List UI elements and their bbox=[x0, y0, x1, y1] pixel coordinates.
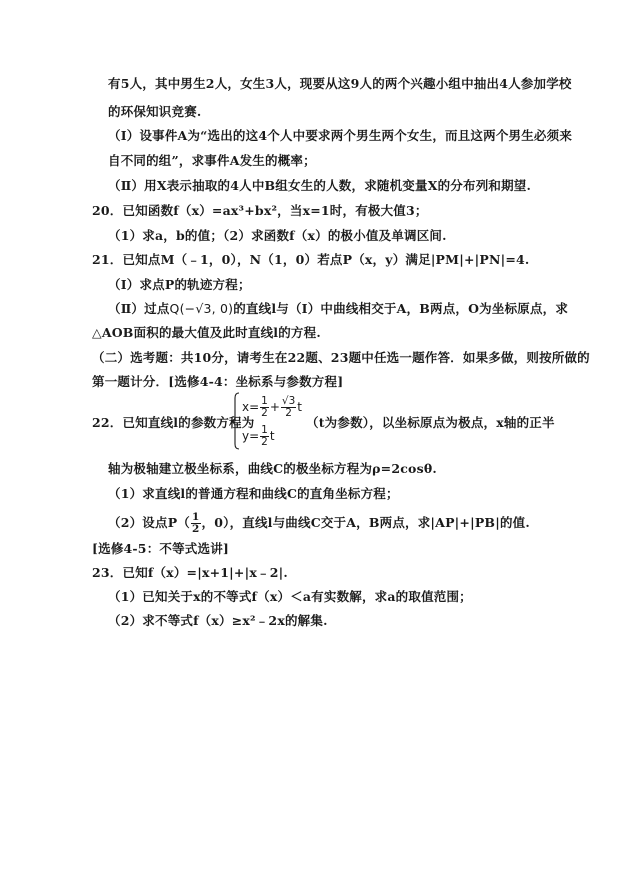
text-span: y= bbox=[242, 429, 260, 443]
text-line: （2）求不等式f（x）≥x²﹣2x的解集. bbox=[108, 613, 328, 628]
text-line: （1）求直线l的普通方程和曲线C的直角坐标方程； bbox=[108, 486, 399, 501]
text-span: ，0），直线l与曲线C交于A，B两点，求|AP|+|PB|的值. bbox=[201, 515, 530, 530]
text-span: （Ⅱ）过点 bbox=[108, 301, 170, 316]
fraction bbox=[281, 396, 296, 419]
text-line: （1）已知关于x的不等式f（x）＜a有实数解，求a的取值范围； bbox=[108, 589, 472, 604]
text-span: x= bbox=[242, 400, 260, 414]
text-line: （1）求a，b的值；（2）求函数f（x）的极小值及单调区间. bbox=[108, 228, 447, 243]
brace-icon bbox=[232, 392, 240, 450]
text-span: （2）设点P（ bbox=[108, 515, 190, 530]
text-line: （t为参数），以坐标原点为极点，x轴的正半 bbox=[306, 415, 555, 430]
text-line bbox=[108, 512, 530, 535]
numerator: 1 bbox=[261, 395, 268, 407]
text-span: t bbox=[297, 400, 302, 414]
text-span: + bbox=[269, 400, 280, 414]
math-point-q: Q(−√3, 0) bbox=[169, 301, 234, 316]
denominator: 2 bbox=[285, 407, 292, 419]
fraction bbox=[191, 512, 201, 535]
question-21: 21．已知点M（﹣1，0），N（1，0）若点P（x，y）满足|PM|+|PN|=4. bbox=[92, 252, 530, 267]
section-heading: （二）选考题：共10分，请考生在22题、23题中任选一题作答．如果多做，则按所做的 bbox=[92, 350, 590, 365]
denominator: 2 bbox=[192, 523, 200, 535]
text-line: 的环保知识竞赛. bbox=[108, 104, 202, 119]
section-heading: [选修4-5：不等式选讲] bbox=[92, 541, 230, 556]
text-line: （Ⅰ）设事件A为“选出的这4个人中要求两个男生两个女生，而且这两个男生必须来 bbox=[108, 128, 573, 143]
fraction bbox=[260, 425, 269, 448]
param-eq-y bbox=[242, 425, 275, 448]
text-line: △AOB面积的最大值及此时直线l的方程. bbox=[92, 325, 321, 340]
question-20: 20．已知函数f（x）=ax³+bx²，当x=1时，有极大值3； bbox=[92, 203, 428, 218]
denominator: 2 bbox=[261, 436, 268, 448]
numerator: 1 bbox=[192, 511, 200, 523]
param-eq-x bbox=[242, 396, 302, 419]
text-span: 的直线l与（Ⅰ）中曲线相交于A，B两点，O为坐标原点，求 bbox=[233, 301, 569, 316]
text-line: （Ⅱ）用X表示抽取的4人中B组女生的人数，求随机变量X的分布列和期望. bbox=[108, 178, 532, 193]
denominator: 2 bbox=[261, 407, 268, 419]
text-line: （Ⅰ）求点P的轨迹方程； bbox=[108, 277, 251, 292]
text-line: 轴为极轴建立极坐标系，曲线C的极坐标方程为ρ=2cosθ. bbox=[108, 461, 437, 476]
question-22: 22．已知直线l的参数方程为 bbox=[92, 415, 255, 430]
numerator: √3 bbox=[281, 395, 296, 407]
text-span: t bbox=[269, 429, 275, 443]
text-line: 有5人，其中男生2人，女生3人，现要从这9人的两个兴趣小组中抽出4人参加学校 bbox=[108, 76, 572, 91]
text-line bbox=[108, 301, 568, 317]
text-line: 自不同的组”，求事件A发生的概率； bbox=[108, 153, 316, 168]
question-23: 23．已知f（x）=|x+1|+|x﹣2|. bbox=[92, 565, 288, 580]
numerator: 1 bbox=[261, 424, 268, 436]
fraction bbox=[260, 396, 269, 419]
section-heading: 第一题计分．[选修4-4：坐标系与参数方程] bbox=[92, 374, 344, 389]
